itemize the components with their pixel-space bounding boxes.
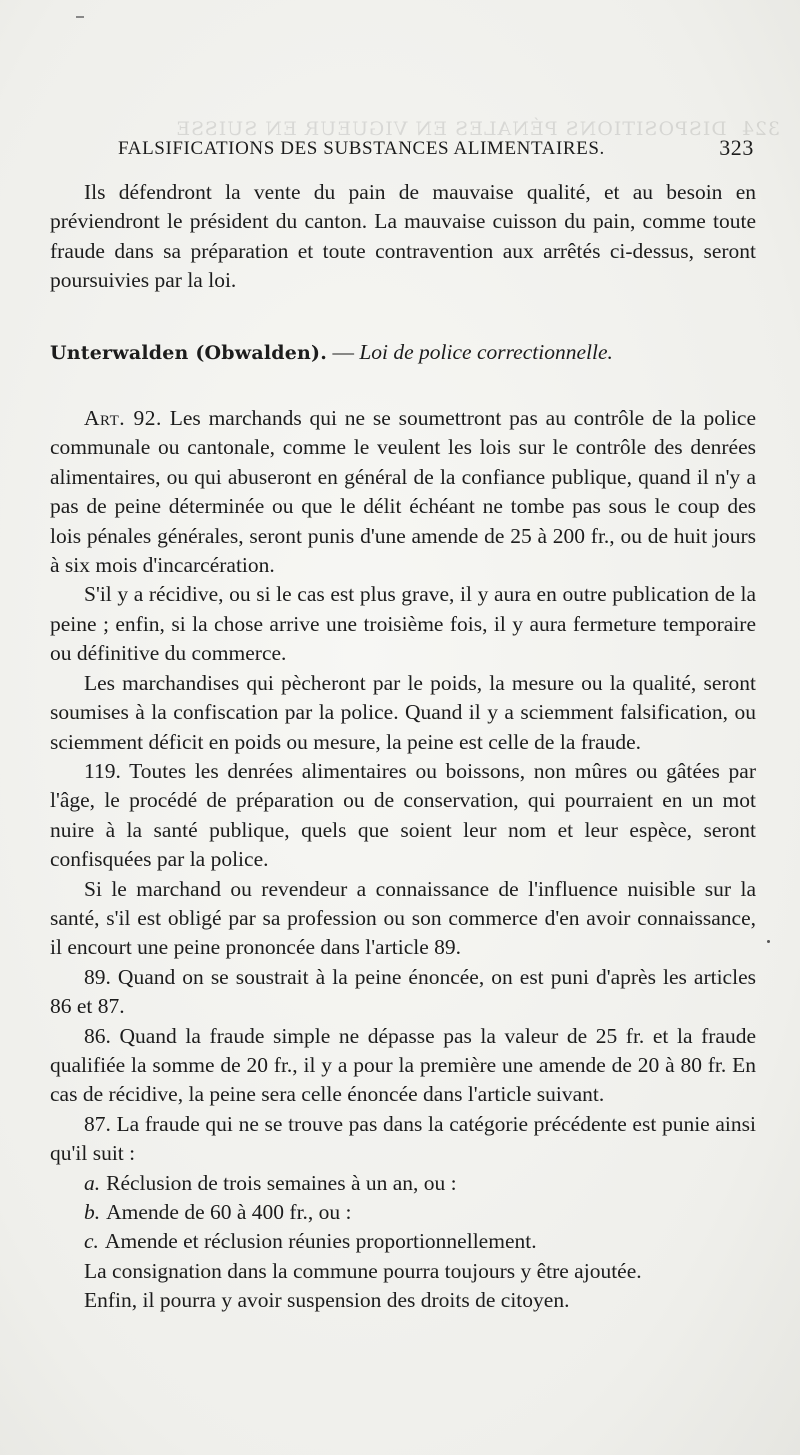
article-label: Art. 92. (84, 406, 162, 431)
article-87-item-c (50, 1227, 756, 1256)
running-title: FALSIFICATIONS DES SUBSTANCES ALIMENTAIRES. (118, 138, 605, 159)
margin-speck (767, 940, 770, 943)
margin-mark (76, 16, 84, 18)
article-92-recidive: S'il y a récidive, ou si le cas est plus grave, il y aura en outre publication de la peine ; enfin, si la chose arrive une troisième fois, il y aura fermeture temporaire ou définitive du commerce. (50, 582, 756, 666)
enfin-paragraph: Enfin, il pourra y avoir suspension des droits de citoyen. (84, 1288, 570, 1313)
item-text: Réclusion de trois semaines à un an, ou : (106, 1170, 457, 1195)
article-87-item-a (50, 1169, 756, 1198)
article-92-marchandises: Les marchandises qui pècheront par le poids, la mesure ou la qualité, seront soumises à la confiscation par la police. Quand il y a sciemment falsification, ou sciemment déficit en poids ou mesure, la peine est celle de la fraude. (50, 670, 756, 754)
page-number: 323 (719, 135, 754, 160)
article-119: 119. Toutes les denrées alimentaires ou boissons, non mûres ou gâtées par l'âge, le procédé de préparation ou de conservation, qui pourraient en un mot nuire à la santé publique, quels que soient leur nom et leur espèce, seront confisquées par la police. (50, 758, 756, 872)
section-heading (50, 338, 756, 368)
article-86: 86. Quand la fraude simple ne dépasse pas la valeur de 25 fr. et la fraude qualifiée la somme de 20 fr., il y a pour la première une amende de 20 à 80 fr. En cas de récidive, la peine sera celle énoncée dans l'article suivant. (50, 1023, 756, 1107)
item-text: Amende et réclusion réunies proportionnellement. (104, 1229, 537, 1254)
canton-name: Unterwalden (Obwalden). (50, 341, 328, 364)
article-92-text: Les marchands qui ne se soumettront pas au contrôle de la police communale ou cantonale, comme le veulent les lois sur le contrôle des denrées alimentaires, ou qui abuseront en général de la confiance publique, quand il n'y a pas de peine déterminée ou que le délit échéant ne tombe pas sous le coup des lois pénales générales, seront punis d'une amende de 25 à 200 fr., ou de huit jours à six mois d'incarcération. (50, 406, 757, 578)
article-119-marchand: Si le marchand ou revendeur a connaissance de l'influence nuisible sur la santé, s'il est obligé par sa profession ou son commerce d'en avoir connaissance, il encourt une peine prononcée dans l'article 89. (50, 876, 756, 960)
article-92 (50, 404, 756, 580)
bleed-through-text: 324 DISPOSITIONS PÉNALES EN VIGUEUR EN SUISSE (175, 118, 780, 140)
article-87: 87. La fraude qui ne se trouve pas dans la catégorie précédente est punie ainsi qu'il suit : (50, 1111, 756, 1166)
law-title: Loi de police correctionnelle. (359, 339, 613, 364)
item-letter: b. (84, 1200, 101, 1224)
item-text: Amende de 60 à 400 fr., ou : (106, 1200, 352, 1224)
consignation-paragraph: La consignation dans la commune pourra toujours y être ajoutée. (84, 1258, 642, 1283)
item-letter: c. (84, 1229, 99, 1254)
body-text (50, 178, 756, 1316)
article-87-item-b (50, 1198, 756, 1227)
article-89: 89. Quand on se soustrait à la peine énoncée, on est puni d'après les articles 86 et 87. (50, 964, 756, 1019)
heading-dash: — (332, 339, 354, 364)
intro-paragraph: Ils défendront la vente du pain de mauvaise qualité, et au besoin en préviendront le président du canton. La mauvaise cuisson du pain, comme toute fraude dans sa préparation et toute contravention aux arrêtés ci-dessus, seront poursuivies par la loi. (50, 180, 756, 293)
item-letter: a. (84, 1170, 101, 1195)
